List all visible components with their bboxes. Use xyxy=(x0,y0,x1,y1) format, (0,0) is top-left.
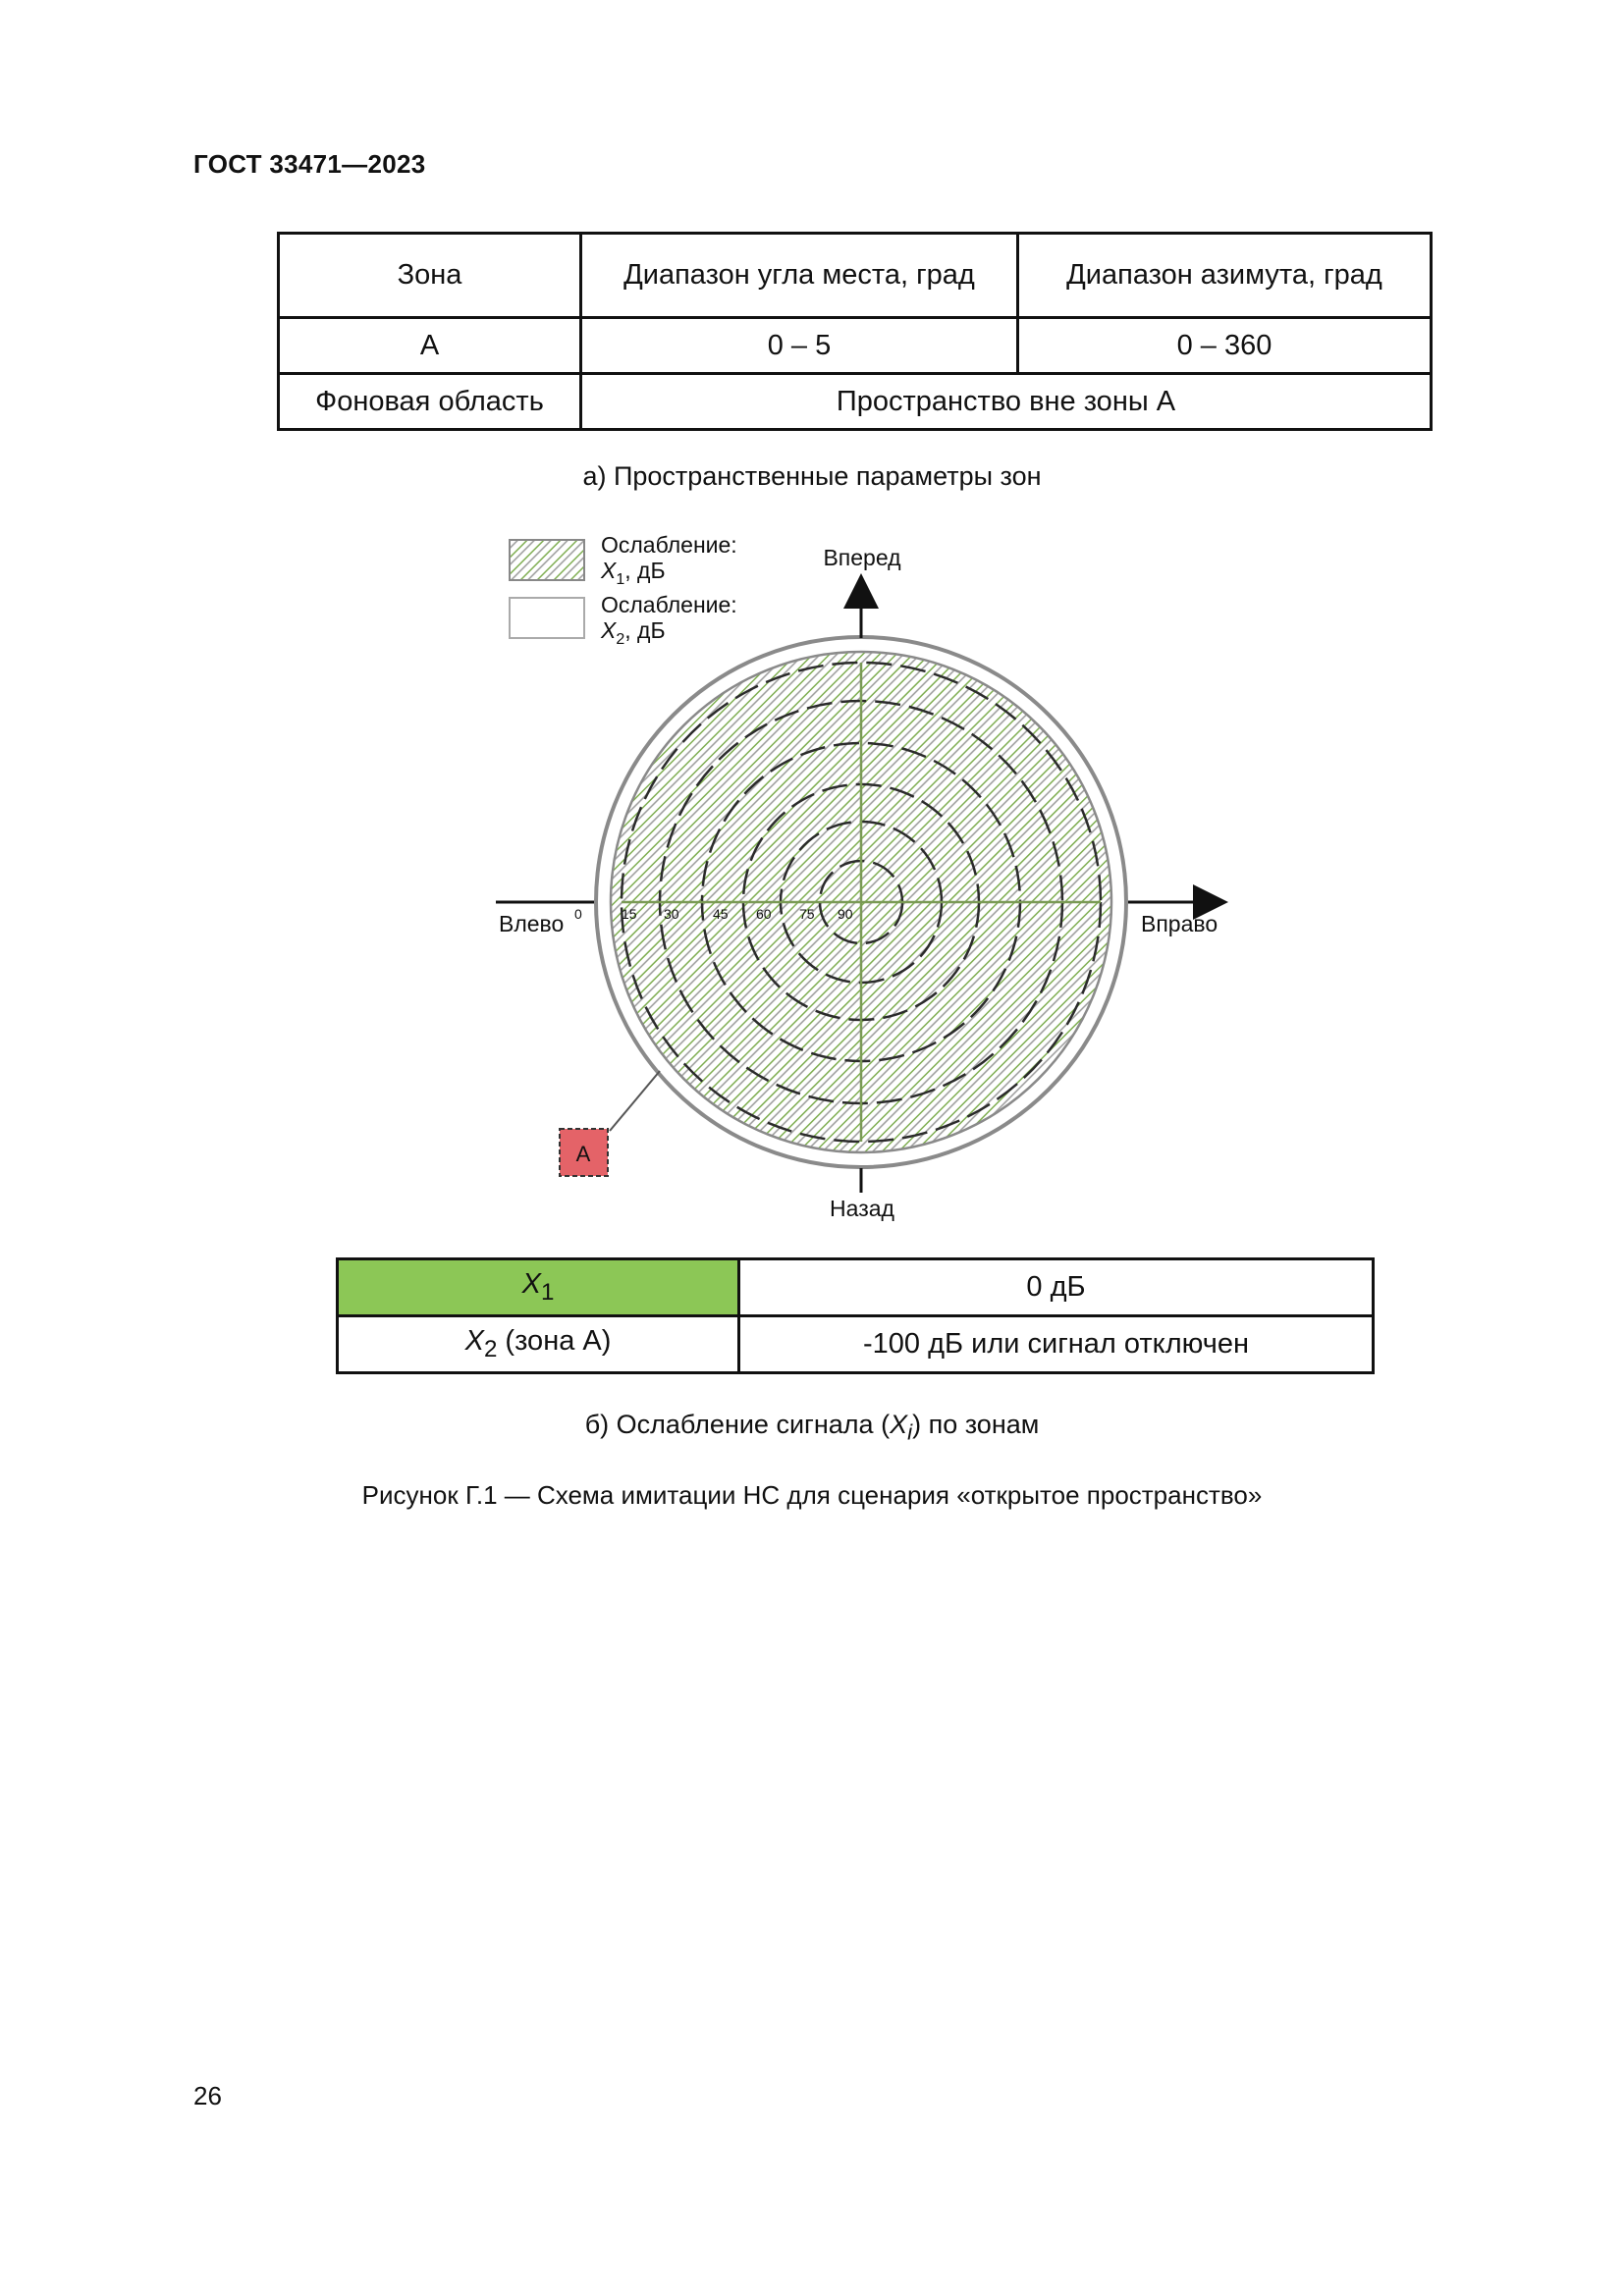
header-zone: Зона xyxy=(279,234,581,318)
table-row xyxy=(338,1316,1374,1373)
attenuation-table xyxy=(336,1257,1375,1374)
caption-b-prefix: б) Ослабление сигнала ( xyxy=(584,1410,891,1439)
header-azimuth: Диапазон азимута, град xyxy=(1018,234,1432,318)
legend-2-label: Ослабление: xyxy=(601,592,737,617)
cell-merged: Пространство вне зоны А xyxy=(581,374,1432,430)
legend-swatch-white xyxy=(510,598,584,638)
figure-caption: Рисунок Г.1 — Схема имитации НС для сценария «открытое пространство» xyxy=(361,1480,1263,1510)
cell-variable-x1 xyxy=(338,1259,739,1316)
tick-0: 0 xyxy=(574,906,582,922)
var-symbol: X xyxy=(464,1325,484,1358)
caption-b-sub: i xyxy=(907,1419,913,1445)
header-elevation: Диапазон угла места, град xyxy=(581,234,1018,318)
caption-b-var: X xyxy=(890,1410,908,1439)
legend-2-variable: $X_2$, дБ xyxy=(601,617,666,648)
legend-1-variable: $X_1$, дБ xyxy=(601,558,666,588)
zone-a-leader-line xyxy=(610,1071,660,1131)
direction-right: Вправо xyxy=(1141,911,1218,936)
page-number: 26 xyxy=(193,2081,222,2110)
direction-back: Назад xyxy=(830,1196,894,1221)
legend-1-label: Ослабление: xyxy=(601,532,737,558)
caption-spatial-parameters: а) Пространственные параметры зон xyxy=(582,461,1042,491)
var-symbol: X xyxy=(521,1268,541,1301)
cell-elevation: 0 – 5 xyxy=(581,318,1018,374)
zone-a-marker-label: А xyxy=(575,1142,591,1166)
cell-variable-x2 xyxy=(338,1316,739,1373)
tick-30: 30 xyxy=(664,906,679,922)
cell-value: 0 дБ xyxy=(739,1259,1374,1316)
caption-b-suffix: ) по зонам xyxy=(912,1410,1040,1439)
table-row xyxy=(338,1259,1374,1316)
tick-90: 90 xyxy=(838,906,853,922)
document-header: ГОСТ 33471—2023 xyxy=(193,149,426,179)
cell-azimuth: 0 – 360 xyxy=(1018,318,1432,374)
cell-zone: Фоновая область xyxy=(279,374,581,430)
var-subscript: 2 xyxy=(483,1335,498,1362)
caption-attenuation xyxy=(0,1410,1624,1445)
tick-45: 45 xyxy=(713,906,729,922)
tick-75: 75 xyxy=(799,906,815,922)
legend-swatch-hatched xyxy=(510,540,584,580)
var-subscript: 1 xyxy=(540,1278,555,1306)
cell-zone: А xyxy=(279,318,581,374)
tick-15: 15 xyxy=(622,906,637,922)
tick-60: 60 xyxy=(756,906,772,922)
var-suffix: (зона А) xyxy=(497,1325,612,1358)
direction-left: Влево xyxy=(499,911,565,936)
cell-value: -100 дБ или сигнал отключен xyxy=(739,1316,1374,1373)
direction-forward: Вперед xyxy=(823,545,901,570)
